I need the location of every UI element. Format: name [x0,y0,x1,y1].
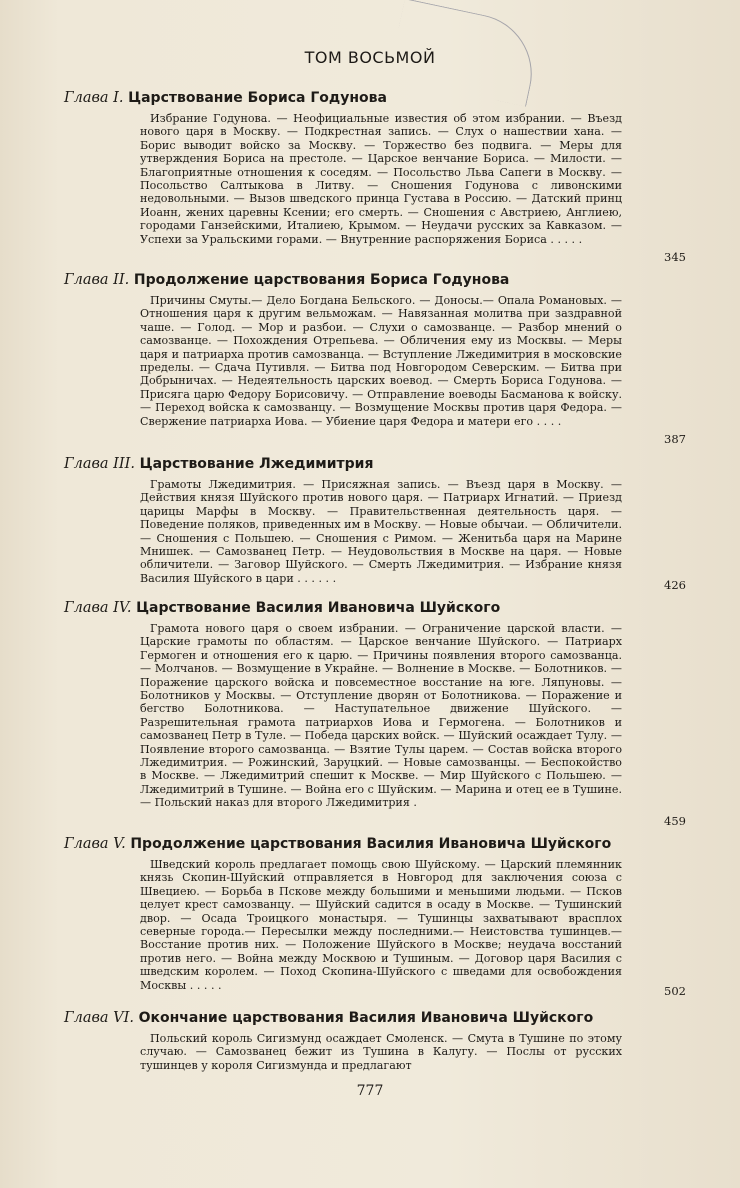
chapter-page-number: 459 [664,814,686,828]
chapter-number: Глава II. [64,272,130,288]
volume-header: ТОМ ВОСЬМОЙ [304,48,436,67]
chapter-number: Глава IV. [64,600,132,616]
chapter-summary: Польский король Сигизмунд осаждает Смоленск. — Смута в Тушине по этому случаю. — Самозванец бежит из Тушина в Калугу. — Послы от русских тушинцев у короля Сигизмунда и предлагают [140,1032,622,1072]
chapter-summary: Причины Смуты.— Дело Богдана Бельского. — Доносы.— Опала Романовых. — Отношения царя к другим вельможам. — Навязанная молитва при заздравной чаше. — Голод. — Мор и разбои. — Слухи о самозванце. — Разбор мнений о самозванце. — Похождения Отрепьева. — Обличения ему из Москвы. — Меры царя и патриарха против самозванца. — Вступление Лжедимитрия в московские пределы. — Сдача Путивля. — Битва под Новгородом Северским. — Битва при Добрыничах. — Недеятельность царских воевод. — Смерть Бориса Годунова. — Присяга царю Федору Борисовичу. — Отправление воеводы Басманова к войску. — Переход войска к самозванцу. — Возмущение Москвы против царя Федора. — Свержение патриарха Иова. — Убиение царя Федора и матери его . . . . [140,294,622,428]
chapter-summary: Шведский король предлагает помощь свою Шуйскому. — Царский племянник князь Скопин-Шуйский отправляется в Новгород для заключения союза с Швециею. — Борьба в Пскове между большими и меньшими людьми. — Псков целует крест самозванцу. — Шуйский садится в осаду в Москве. — Тушинский двор. — Осада Троицкого монастыря. — Тушинцы захватывают врасплох северные города.— Пересылки между последними.— Неистовства тушинцев.— Восстание против них. — Положение Шуйского в Москве; неудача восстаний против него. — Война между Москвою и Тушиным. — Договор царя Василия с шведским королем. — Поход Скопина-Шуйского с шведами для освобождения Москвы . . . . . [140,858,622,992]
chapter-page-number: 387 [664,432,686,446]
chapter-page-number: 426 [664,578,686,592]
chapter-title: Царствование Бориса Годунова [128,90,387,106]
chapter-title: Царствование Василия Ивановича Шуйского [136,600,501,616]
chapter-title: Продолжение царствования Бориса Годунова [133,272,510,288]
chapter-summary: Грамоты Лжедимитрия. — Присяжная запись. — Въезд царя в Москву. — Действия князя Шуйского против нового царя. — Патриарх Игнатий. — Приезд царицы Марфы в Москву. — Правительственная деятельность царя. — Поведение поляков, приведенных им в Москву. — Новые обычаи. — Обличители. — Сношения с Польшею. — Сношения с Римом. — Женитьба царя на Марине Мнишек. — Самозванец Петр. — Неудовольствия в Москве на царя. — Новые обличители. — Заговор Шуйского. — Смерть Лжедимитрия. — Избрание князя Василия Шуйского в цари . . . . . . [140,478,622,585]
chapter-heading [64,456,373,472]
chapter-number: Глава I. [64,90,124,106]
chapter-heading [64,600,500,616]
chapter-heading [64,90,387,106]
chapter-number: Глава III. [64,456,135,472]
chapter-title: Царствование Лжедимитрия [139,456,374,472]
chapter-title: Продолжение царствования Василия Ивановича Шуйского [130,836,612,852]
chapter-heading [64,1010,593,1026]
chapter-page-number: 502 [664,984,686,998]
chapter-summary: Избрание Годунова. — Неофициальные известия об этом избрании. — Въезд нового царя в Москву. — Подкрестная запись. — Слух о нашествии хана. — Борис выводит войско за Москву. — Торжество без подвига. — Меры для утверждения Бориса на престоле. — Царское венчание Бориса. — Милости. — Благоприятные отношения к соседям. — Посольство Льва Сапеги в Москву. — Посольство Салтыкова в Литву. — Сношения Годунова с ливонскими недовольными. — Вызов шведского принца Густава в Россию. — Датский принц Иоанн, жених царевны Ксении; его смерть. — Сношения с Австриею, Англиею, городами Ганзейскими, Италиею, Крымом. — Неудачи русских за Кавказом. — Успехи за Уральскими горами. — Внутренние распоряжения Бориса . . . . . [140,112,622,246]
chapter-heading [64,272,509,288]
chapter-heading [64,836,611,852]
chapter-number: Глава VI. [64,1010,134,1026]
chapter-title: Окончание царствования Василия Ивановича Шуйского [138,1010,594,1026]
chapter-summary: Грамота нового царя о своем избрании. — Ограничение царской власти. — Царские грамоты по областям. — Царское венчание Шуйского. — Патриарх Гермоген и отношения его к царю. — Причины появления второго самозванца. — Молчанов. — Возмущение в Украйне. — Волнение в Москве. — Болотников. — Поражение царского войска и повсеместное восстание на юге. Ляпуновы. — Болотников у Москвы. — Отступление дворян от Болотникова. — Поражение и бегство Болотникова. — Наступательное движение Шуйского. — Разрешительная грамота патриархов Иова и Гермогена. — Болотников и самозванец Петр в Туле. — Победа царских войск. — Шуйский осаждает Тулу. — Появление второго самозванца. — Взятие Тулы царем. — Состав войска второго Лжедимитрия. — Рожинский, Заруцкий. — Новые самозванцы. — Беспокойство в Москве. — Лжедимитрий спешит к Москве. — Мир Шуйского с Польшею. — Лжедимитрий в Тушине. — Война его с Шуйским. — Марина и отец ее в Тушине. — Польский наказ для второго Лжедимитрия . [140,622,622,810]
chapter-page-number: 345 [664,250,686,264]
chapter-number: Глава V. [64,836,126,852]
page-number: 777 [356,1083,384,1099]
